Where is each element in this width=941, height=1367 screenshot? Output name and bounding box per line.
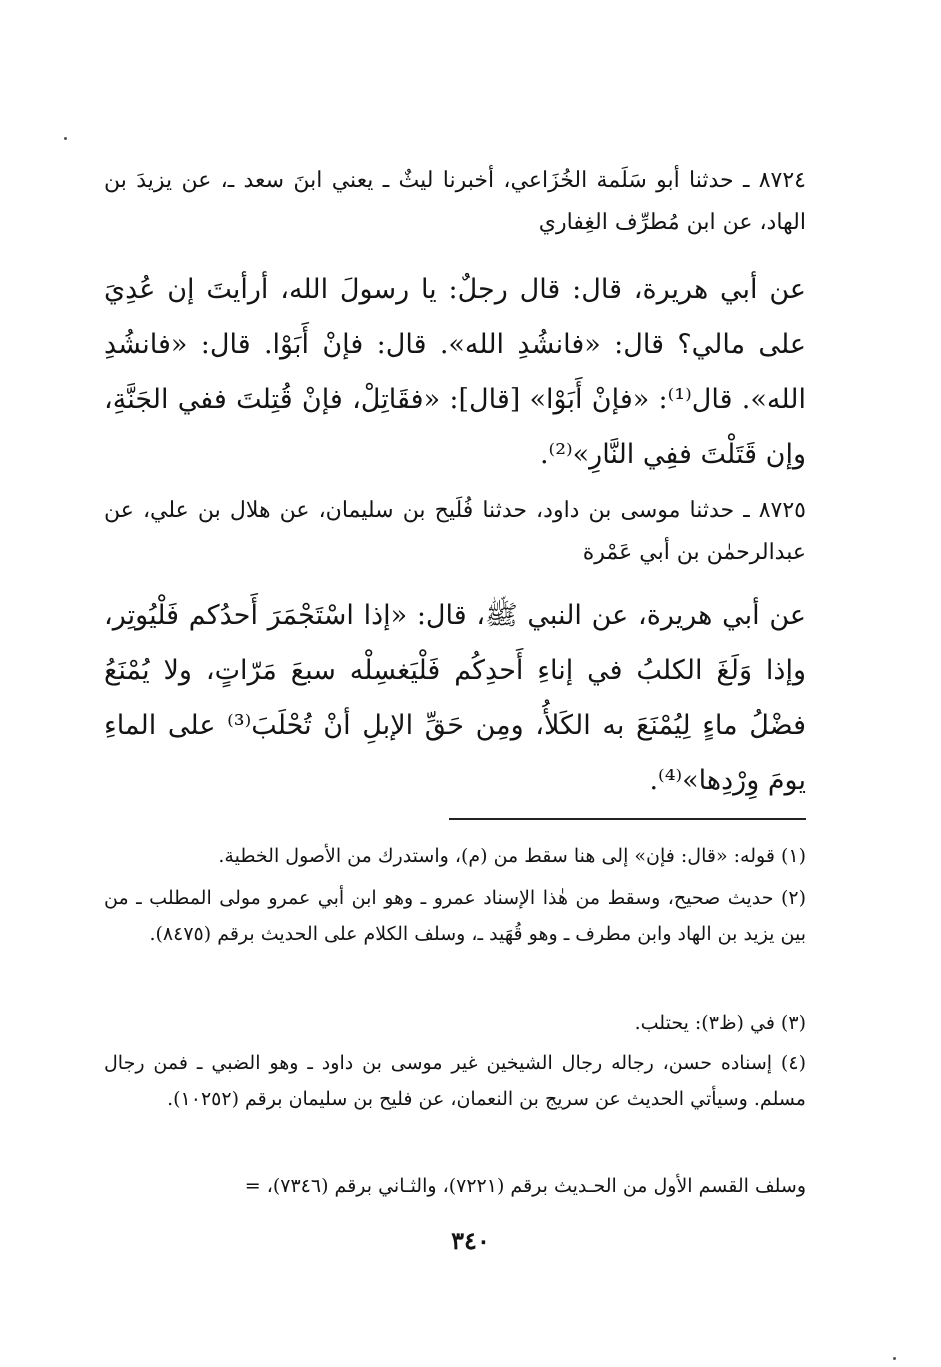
footnote-continuation: وسلف القسم الأول من الحـديث برقم (٧٢٢١)، والثـاني برقم (٧٣٤٦)، = — [244, 1175, 806, 1197]
hadith-8724-matn: عن أبي هريرة، قال: قال رجلٌ: يا رسولَ الله، أرأيتَ إن عُدِيَ على مالي؟ قال: «فانشُدِ الله». قال: فإنْ أَبَوْا. قال: «فانشُدِ الله». قال⁽¹⁾: «فإنْ أَبَوْا» [قال]: «فقَاتِلْ، فإنْ قُتِلتَ ففي الجَنَّةِ، وإن قَتَلْتَ ففِي النَّارِ»⁽²⁾. — [104, 274, 806, 470]
hadith-8724-isnad: ٨٧٢٤ ـ حدثنا أبو سَلَمة الخُزَاعي، أخبرنا ليثٌ ـ يعني ابنَ سعد ـ، عن يزيدَ بن الهاد، عن ابن مُطرِّف الغِفاري — [104, 168, 806, 235]
footnote-divider — [449, 818, 806, 820]
page-number: ٣٤٠ — [451, 1226, 490, 1255]
footnote-2: (٢) حديث صحيح، وسقط من هٰذا الإسناد عمرو ـ وهو ابن أبي عمرو مولى المطلب ـ من بين يزيد بن الهاد وابن مطرف ـ وهو قُهَيد ـ، وسلف الكلام على الحديث برقم (٨٤٧٥). — [104, 887, 806, 945]
footnote-3: (٣) في (ظ٣): يحتلب. — [634, 1012, 806, 1034]
footnote-4: (٤) إسناده حسن، رجاله رجال الشيخين غير موسى بن داود ـ وهو الضبي ـ فمن رجال مسلم. وسيأتي الحديث عن سريج بن النعمان، عن فليح بن سليمان برقم (١٠٢٥٢). — [104, 1052, 806, 1110]
scan-speck — [64, 137, 67, 140]
hadith-8725-matn: عن أبي هريرة، عن النبي ﷺ، قال: «إذا اسْتَجْمَرَ أَحدُكم فَلْيُوتِر، وإذا وَلَغَ الكلبُ في إناءِ أَحدِكُم فَلْيَغسِلْه سبعَ مَرّاتٍ، ولا يُمْنَعُ فضْلُ ماءٍ لِيُمْنَعَ به الكَلأُ، ومِن حَقِّ الإبلِ أنْ تُحْلَبَ⁽³⁾ على الماءِ يومَ وِرْدِها»⁽⁴⁾. — [104, 600, 806, 796]
footnote-1: (١) قوله: «قال: فإن» إلى هنا سقط من (م)، واستدرك من الأصول الخطية. — [218, 845, 806, 867]
hadith-8725-isnad: ٨٧٢٥ ـ حدثنا موسى بن داود، حدثنا فُلَيح بن سليمان، عن هلال بن علي، عن عبدالرحمٰن بن أبي عَمْرة — [104, 498, 806, 565]
scan-speck — [893, 1357, 896, 1360]
